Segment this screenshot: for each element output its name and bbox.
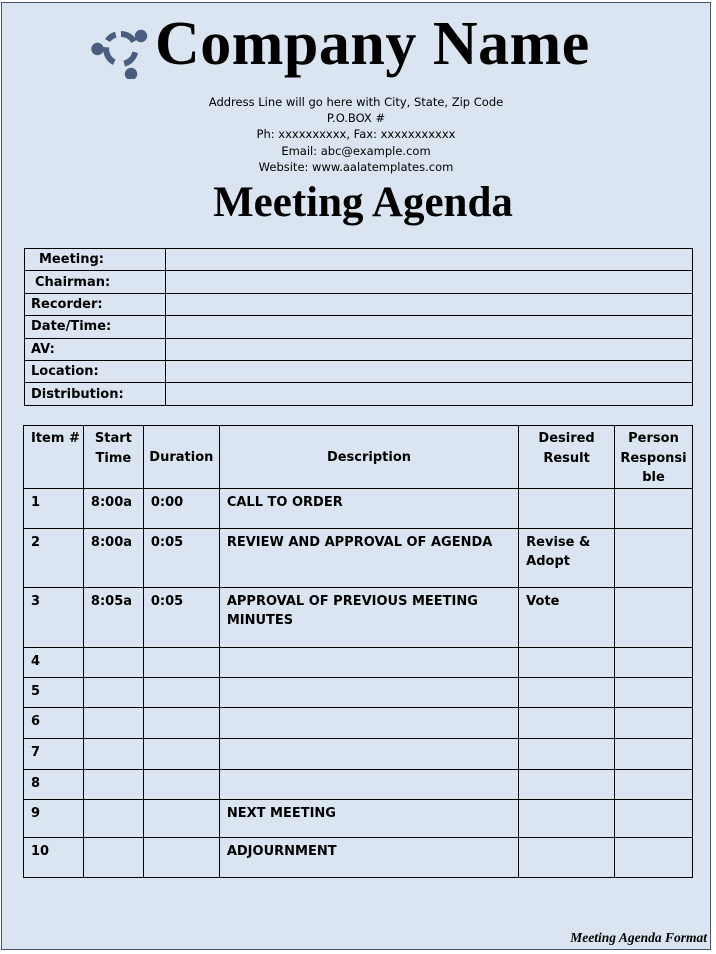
cell-result[interactable]: Vote <box>519 587 615 647</box>
info-value-field[interactable] <box>166 316 693 338</box>
cell-result[interactable] <box>519 707 615 738</box>
address-line: Address Line will go here with City, State, Zip Code <box>208 95 504 109</box>
cell-start[interactable] <box>83 769 143 799</box>
table-row <box>24 707 693 738</box>
cell-person[interactable] <box>615 837 693 877</box>
cell-duration[interactable] <box>143 738 219 769</box>
info-row <box>25 383 693 405</box>
info-label: Distribution: <box>25 383 166 405</box>
info-row <box>25 338 693 360</box>
cell-duration[interactable]: 0:05 <box>143 528 219 587</box>
cell-result[interactable] <box>519 677 615 707</box>
cell-person[interactable] <box>615 647 693 677</box>
table-row <box>24 769 693 799</box>
cell-person[interactable] <box>615 707 693 738</box>
info-row <box>25 360 693 382</box>
cell-item: 6 <box>24 707 84 738</box>
cell-person[interactable] <box>615 769 693 799</box>
cell-person[interactable] <box>615 488 693 528</box>
cell-item: 10 <box>24 837 84 877</box>
table-row <box>24 837 693 877</box>
table-row <box>24 587 693 647</box>
cell-result[interactable] <box>519 837 615 877</box>
cell-item: 5 <box>24 677 84 707</box>
cell-duration[interactable] <box>143 799 219 837</box>
info-row <box>25 271 693 293</box>
cell-person[interactable] <box>615 799 693 837</box>
cell-result[interactable] <box>519 738 615 769</box>
circle-of-friends-logo-icon <box>91 19 151 79</box>
cell-start[interactable]: 8:00a <box>83 488 143 528</box>
cell-start[interactable] <box>83 677 143 707</box>
info-row <box>25 316 693 338</box>
cell-description[interactable]: ADJOURNMENT <box>219 837 518 877</box>
cell-description[interactable]: NEXT MEETING <box>219 799 518 837</box>
agenda-table <box>23 425 693 878</box>
info-label: Chairman: <box>25 271 166 293</box>
cell-start[interactable]: 8:00a <box>83 528 143 587</box>
cell-start[interactable] <box>83 837 143 877</box>
info-value-field[interactable] <box>166 360 693 382</box>
cell-person[interactable] <box>615 528 693 587</box>
website-line: Website: www.aalatemplates.com <box>258 159 454 174</box>
footer-caption: Meeting Agenda Format <box>570 930 707 945</box>
letterhead <box>2 10 710 85</box>
cell-start[interactable] <box>83 707 143 738</box>
col-header-description: Description <box>219 426 518 489</box>
cell-item: 1 <box>24 488 84 528</box>
col-header-person-responsible: Person Responsi ble <box>615 426 693 489</box>
company-name: Company Name <box>155 10 590 78</box>
col-header-item: Item # <box>24 426 84 489</box>
agenda-header-row <box>24 426 693 489</box>
contact-block <box>2 94 710 175</box>
col-header-duration: Duration <box>143 426 219 489</box>
cell-item: 9 <box>24 799 84 837</box>
info-row <box>25 293 693 315</box>
cell-description[interactable] <box>219 707 518 738</box>
cell-person[interactable] <box>615 677 693 707</box>
cell-result[interactable]: Revise & Adopt <box>519 528 615 587</box>
table-row <box>24 799 693 837</box>
cell-result[interactable] <box>519 488 615 528</box>
cell-result[interactable] <box>519 769 615 799</box>
cell-description[interactable] <box>219 647 518 677</box>
cell-result[interactable] <box>519 799 615 837</box>
po-box-line: P.O.BOX # <box>326 111 386 126</box>
cell-person[interactable] <box>615 738 693 769</box>
col-header-start-time: Start Time <box>83 426 143 489</box>
meeting-info-table <box>24 248 693 406</box>
cell-duration[interactable] <box>143 647 219 677</box>
cell-item: 3 <box>24 587 84 647</box>
cell-item: 8 <box>24 769 84 799</box>
info-label: Date/Time: <box>25 316 166 338</box>
info-value-field[interactable] <box>166 249 693 271</box>
phone-fax-line: Ph: xxxxxxxxxx, Fax: xxxxxxxxxxx <box>256 127 456 142</box>
table-row <box>24 528 693 587</box>
email-line: Email: abc@example.com <box>281 143 431 158</box>
table-row <box>24 738 693 769</box>
document-title: Meeting Agenda <box>213 179 513 226</box>
info-label: AV: <box>25 338 166 360</box>
cell-duration[interactable] <box>143 677 219 707</box>
cell-duration[interactable]: 0:05 <box>143 587 219 647</box>
cell-description[interactable]: CALL TO ORDER <box>219 488 518 528</box>
info-label: Recorder: <box>25 293 166 315</box>
cell-result[interactable] <box>519 647 615 677</box>
cell-start[interactable] <box>83 738 143 769</box>
cell-description[interactable] <box>219 677 518 707</box>
cell-description[interactable] <box>219 738 518 769</box>
cell-description[interactable]: APPROVAL OF PREVIOUS MEETING MINUTES <box>219 587 518 647</box>
cell-duration[interactable] <box>143 837 219 877</box>
info-value-field[interactable] <box>166 293 693 315</box>
cell-start[interactable] <box>83 647 143 677</box>
cell-item: 2 <box>24 528 84 587</box>
cell-description[interactable]: REVIEW AND APPROVAL OF AGENDA <box>219 528 518 587</box>
cell-duration[interactable] <box>143 707 219 738</box>
cell-start[interactable] <box>83 799 143 837</box>
table-row <box>24 647 693 677</box>
info-value-field[interactable] <box>166 383 693 405</box>
cell-duration[interactable] <box>143 769 219 799</box>
cell-description[interactable] <box>219 769 518 799</box>
cell-person[interactable] <box>615 587 693 647</box>
table-row <box>24 677 693 707</box>
table-row <box>24 488 693 528</box>
col-header-desired-result: Desired Result <box>519 426 615 489</box>
info-label: Meeting: <box>25 249 166 271</box>
cell-item: 7 <box>24 738 84 769</box>
info-value-field[interactable] <box>166 271 693 293</box>
info-label: Location: <box>25 360 166 382</box>
cell-item: 4 <box>24 647 84 677</box>
cell-start[interactable]: 8:05a <box>83 587 143 647</box>
cell-duration[interactable]: 0:00 <box>143 488 219 528</box>
document-page <box>1 2 711 950</box>
info-row <box>25 249 693 271</box>
info-value-field[interactable] <box>166 338 693 360</box>
